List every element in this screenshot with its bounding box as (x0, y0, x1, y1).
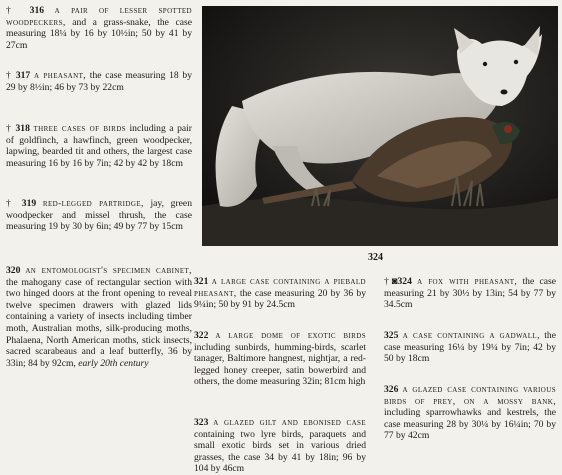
fox-with-pheasant-photo (202, 6, 558, 246)
lot-324: †◙324 a fox with pheasant, the case measuring 21 by 30½ by 13in; 54 by 77 by 34.5cm (384, 276, 557, 311)
photo-caption: 324 (368, 252, 383, 263)
lot-323: 323 a glazed gilt and ebonised case containing two lyre birds, paraquets and small exotic birds set in various dried grasses, the case 34 by 41 by 18in; 96 by 104 by 46cm (194, 417, 367, 475)
fox-pheasant-illustration (202, 6, 558, 246)
lot-318: † 318 three cases of birds including a pair of goldfinch, a hawfinch, green woodpecker, lapwing, bearded tit and others, the largest case measuring 16 by 16 by 7in; 42 by 42 by 18cm (6, 123, 193, 169)
lot-319: † 319 red-legged partridge, jay, green woodpecker and missel thrush, the case measuring 19 by 30 by 6in; 49 by 77 by 15cm (6, 198, 192, 233)
lot-320: 320 an entomologist's specimen cabinet, the mahogany case of rectangular section with two hinged doors at the front opening to reveal twelve specimen drawers with glazed lids containing a variety of insects including timber moth, Australian moths, silk-producing moths, Phalaena, North American moths, stick insects, sacred scarabeaus and a leaf butterfly, 36 by 33in; 84 by 92cm, early 20th century (6, 265, 192, 369)
lot-316: † 316 a pair of lesser spotted woodpeckers, and a grass-snake, the case measuring 18¼ by 16 by 10½in; 50 by 41 by 27cm (6, 5, 193, 51)
lot-317: † 317 a pheasant, the case measuring 18 by 29 by 8½in; 46 by 73 by 22cm (6, 70, 192, 93)
lot-321: 321 a large case containing a piebald pheasant, the case measuring 20 by 36 by 9¼in; 50 by 91 by 24.5cm (194, 276, 366, 311)
lot-325: 325 a case containing a gadwall, the case measuring 16¼ by 19¼ by 7in; 42 by 50 by 18cm (384, 330, 556, 365)
lot-324-marks: †◙ (384, 276, 398, 287)
lot-322: 322 a large dome of exotic birds including sunbirds, humming-birds, scarlet tanager, Baltimore hangnest, nightjar, a red-legged honey creeper, satin bowerbird and others, the dome measuring 32in; 81cm high (194, 330, 366, 388)
lot-326: 326 a glazed case containing various birds of prey, on a mossy bank, including sparrowhawks and kestrels, the case measuring 28 by 30¼ by 16¼in; 70 by 77 by 42cm (384, 384, 556, 442)
